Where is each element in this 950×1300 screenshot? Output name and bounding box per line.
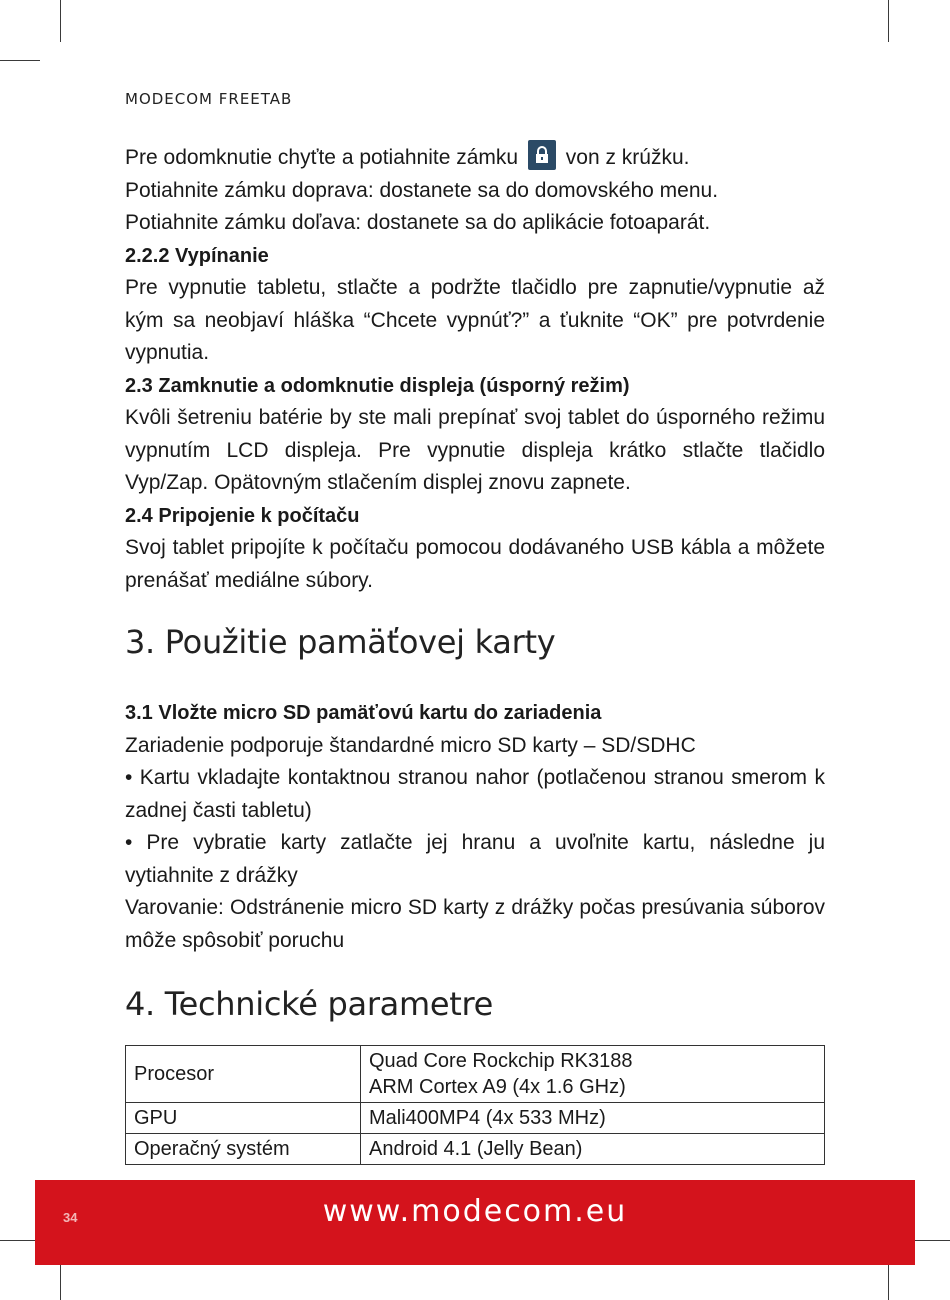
footer-band bbox=[35, 1180, 915, 1265]
table-row bbox=[126, 1046, 825, 1103]
spec-value-line: Quad Core Rockchip RK3188 bbox=[369, 1050, 633, 1072]
unlock-line-2: Potiahnite zámku doprava: dostanete sa do domovského menu. bbox=[125, 178, 719, 202]
running-header: MODECOM FREETAB bbox=[125, 90, 293, 108]
unlock-line-3: Potiahnite zámku doľava: dostanete sa do aplikácie fotoaparát. bbox=[125, 211, 711, 234]
spec-value: Mali400MP4 (4x 533 MHz) bbox=[361, 1103, 825, 1134]
chapter-3-title: 3. Použitie pamäťovej karty bbox=[125, 623, 556, 661]
card-remove-text: • Pre vybratie karty zatlačte jej hranu a uvoľnite kartu, následne ju vytiahnite z drážky bbox=[125, 831, 825, 887]
table-row bbox=[126, 1134, 825, 1165]
lock-icon bbox=[528, 140, 556, 170]
spec-value: Android 4.1 (Jelly Bean) bbox=[361, 1134, 825, 1165]
section-heading-2-4: 2.4 Pripojenie k počítaču bbox=[125, 504, 360, 527]
card-support-text: Zariadenie podporuje štandardné micro SD karty – SD/SDHC bbox=[125, 733, 696, 757]
table-row bbox=[126, 1103, 825, 1134]
section-body-2-3: Kvôli šetreniu batérie by ste mali prepínať svoj tablet do úsporného režimu vypnutím LCD displeja. Pre vypnutie displeja krátko stlačte tlačidlo Vyp/Zap. Opätovným stlačením displej znovu zapnete. bbox=[125, 406, 825, 494]
crop-mark bbox=[910, 1240, 950, 1241]
section-heading-2-2-2: 2.2.2 Vypínanie bbox=[125, 244, 269, 267]
spec-table bbox=[125, 1045, 825, 1165]
crop-mark bbox=[60, 0, 61, 42]
card-insert-text: • Kartu vkladajte kontaktnou stranou nahor (potlačenou stranou smerom k zadnej časti tabletu) bbox=[125, 766, 825, 822]
crop-mark bbox=[0, 1240, 40, 1241]
section-body-2-4: Svoj tablet pripojíte k počítaču pomocou dodávaného USB kábla a môžete prenášať mediálne súbory. bbox=[125, 536, 825, 592]
page-number: 34 bbox=[63, 1210, 78, 1225]
section-heading-2-3: 2.3 Zamknutie a odomknutie displeja (úsporný režim) bbox=[125, 374, 630, 397]
page-content bbox=[125, 140, 825, 1165]
unlock-text-before: Pre odomknutie chyťte a potiahnite zámku bbox=[125, 146, 519, 169]
section-heading-3-1: 3.1 Vložte micro SD pamäťovú kartu do zariadenia bbox=[125, 702, 602, 724]
section-body-2-2-2: Pre vypnutie tabletu, stlačte a podržte tlačidlo pre zapnutie/vypnutie až kým sa neobjaví hláška “Chcete vypnúť?” a ťuknite “OK” pre potvrdenie vypnutia. bbox=[125, 276, 825, 364]
chapter-4-title: 4. Technické parametre bbox=[125, 985, 494, 1023]
crop-mark bbox=[0, 60, 40, 61]
card-warning-text: Varovanie: Odstránenie micro SD karty z drážky počas presúvania súborov môže spôsobiť poruchu bbox=[125, 896, 825, 952]
spec-key: GPU bbox=[126, 1103, 361, 1134]
footer-url: www.modecom.eu bbox=[322, 1194, 628, 1229]
crop-mark bbox=[888, 0, 889, 42]
spec-key: Procesor bbox=[126, 1046, 361, 1103]
unlock-line-1 bbox=[125, 140, 825, 175]
spec-value bbox=[361, 1046, 825, 1103]
spec-value-line: ARM Cortex A9 (4x 1.6 GHz) bbox=[369, 1076, 626, 1098]
spec-key: Operačný systém bbox=[126, 1134, 361, 1165]
unlock-text-after: von z krúžku. bbox=[565, 146, 690, 169]
